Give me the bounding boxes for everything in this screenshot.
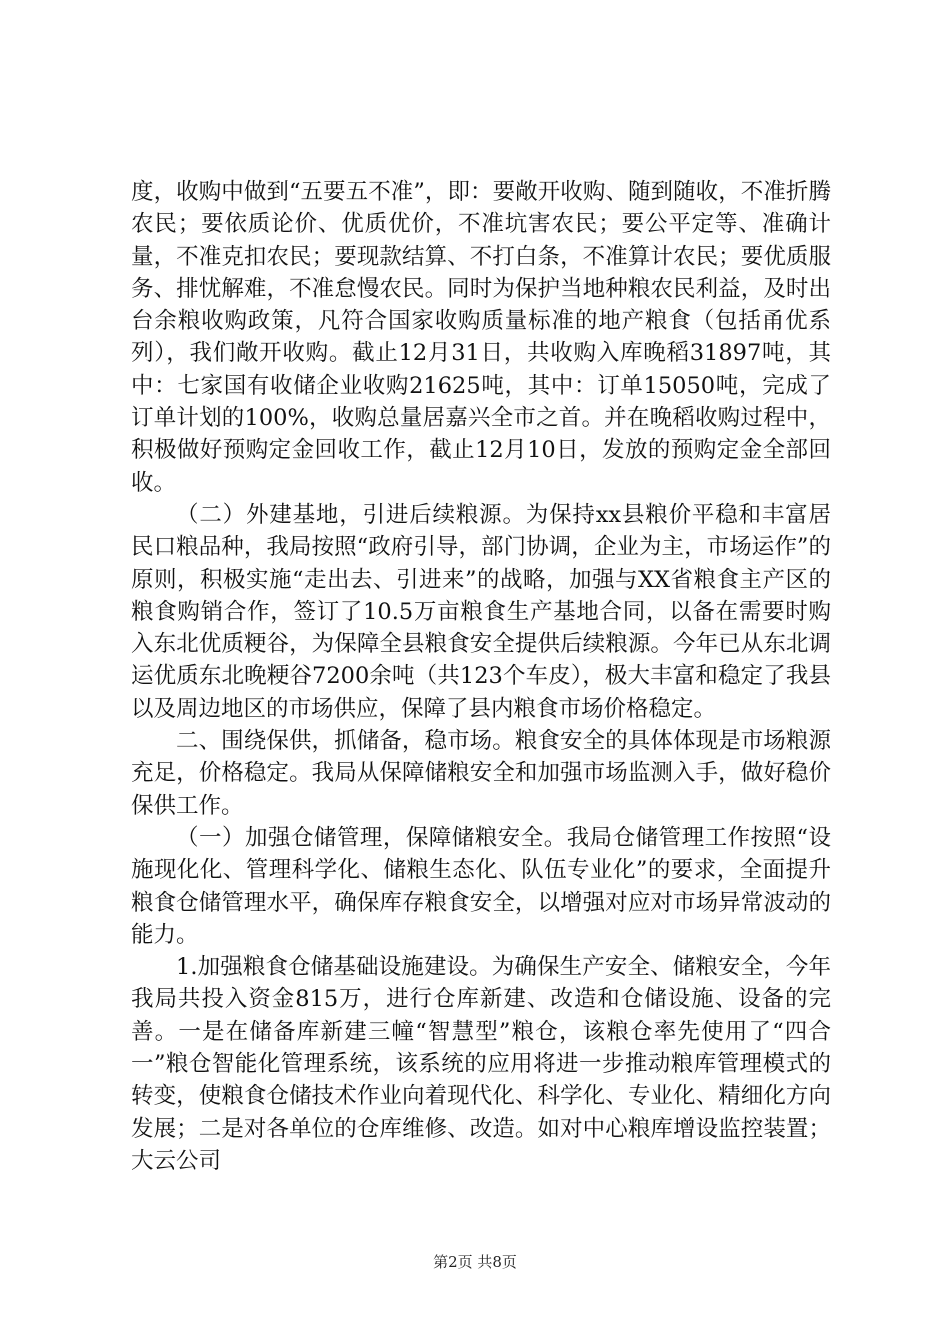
paragraph-section-two: 二、围绕保供，抓储备，稳市场。粮食安全的具体体现是市场粮源充足，价格稳定。我局从保障储粮安全和加强市场监测入手，做好稳价保供工作。: [131, 728, 831, 819]
paragraph-external-base: （二）外建基地，引进后续粮源。为保持xx县粮价平稳和丰富居民口粮品种，我局按照“政府引导，部门协调，企业为主，市场运作”的原则，积极实施“走出去、引进来”的战略，加强与XX省粮食主产区的粮食购销合作，签订了10.5万亩粮食生产基地合同，以备在需要时购入东北优质粳谷，为保障全县粮食安全提供后续粮源。今年已从东北调运优质东北晚粳谷7200余吨（共123个车皮），极大丰富和稳定了我县以及周边地区的市场供应，保障了县内粮食市场价格稳定。: [131, 501, 831, 722]
page-footer: 第2页 共8页: [433, 1253, 517, 1271]
paragraph-storage-management: （一）加强仓储管理，保障储粮安全。我局仓储管理工作按照“设施现化化、管理科学化、储粮生态化、队伍专业化”的要求，全面提升粮食仓储管理水平，确保库存粮食安全，以增强对应对市场异常波动的能力。: [131, 824, 831, 948]
paragraph-infrastructure: 1.加强粮食仓储基础设施建设。为确保生产安全、储粮安全，今年我局共投入资金815万，进行仓库新建、改造和仓储设施、设备的完善。一是在储备库新建三幢“智慧型”粮仓，该粮仓率先使用了“四合一”粮仓智能化管理系统，该系统的应用将进一步推动粮库管理模式的转变，使粮食仓储技术作业向着现代化、科学化、专业化、精细化方向发展；二是对各单位的仓库维修、改造。如对中心粮库增设监控装置；大云公司: [131, 954, 831, 1174]
document-body: [131, 176, 831, 1177]
paragraph-continuation: 度，收购中做到“五要五不准”，即：要敞开收购、随到随收，不准折腾农民；要依质论价、优质优价，不准坑害农民；要公平定等、准确计量，不准克扣农民；要现款结算、不打白条，不准算计农民；要优质服务、排忧解难，不准怠慢农民。同时为保护当地种粮农民利益，及时出台余粮收购政策，凡符合国家收购质量标准的地产粮食（包括甬优系列），我们敞开收购。截止12月31日，共收购入库晚稻31897吨，其中：七家国有收储企业收购21625吨，其中：订单15050吨，完成了订单计划的100%，收购总量居嘉兴全市之首。并在晚稻收购过程中，积极做好预购定金回收工作，截止12月10日，发放的预购定金全部回收。: [131, 179, 831, 496]
